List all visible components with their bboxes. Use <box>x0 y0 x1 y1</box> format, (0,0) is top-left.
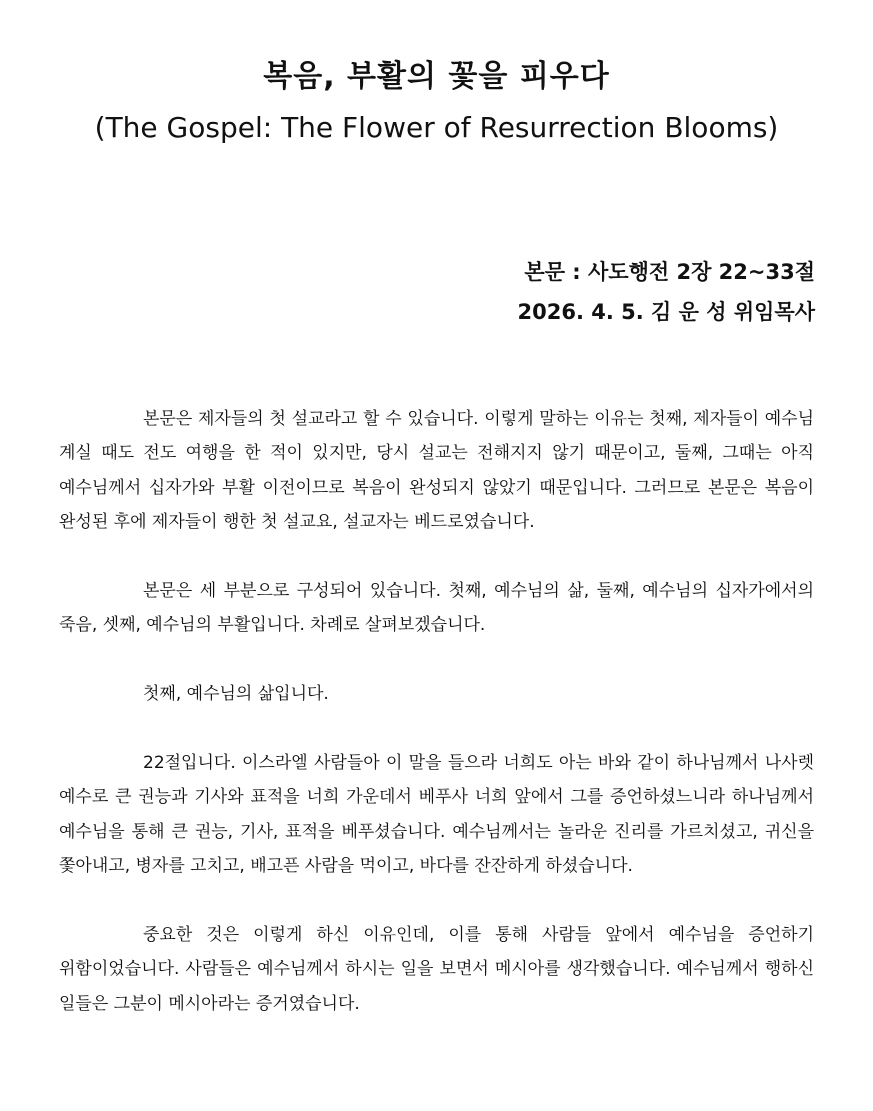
paragraph: 본문은 제자들의 첫 설교라고 할 수 있습니다. 이렇게 말하는 이유는 첫째, 제자들이 예수님 계실 때도 전도 여행을 한 적이 있지만, 당시 설교는 전해지지 않기 때문이고, 둘째, 그때는 아직 예수님께서 십자가와 부활 이전이므로 복음이 완성되지 않았기 때문입니다. 그러므로 본문은 복음이 완성된 후에 제자들이 행한 첫 설교요, 설교자는 베드로였습니다. <box>59 409 814 533</box>
paragraph: 첫째, 예수님의 삶입니다. <box>143 684 329 705</box>
paragraph: 중요한 것은 이렇게 하신 이유인데, 이를 통해 사람들 앞에서 예수님을 증언하기 위함이었습니다. 사람들은 예수님께서 하시는 일을 보면서 메시아를 생각했습니다. 예수님께서 행하신 일들은 그분이 메시아라는 증거였습니다. <box>59 925 814 1014</box>
title-block <box>0 52 873 154</box>
scripture-reference: 본문 : 사도행전 2장 22~33절 <box>524 260 815 284</box>
sermon-title: 복음, 부활의 꽃을 피우다 <box>263 59 610 94</box>
sermon-body <box>59 402 814 1056</box>
sermon-meta <box>518 252 815 332</box>
sermon-subtitle: (The Gospel: The Flower of Resurrection Blooms) <box>94 111 779 144</box>
paragraph: 본문은 세 부분으로 구성되어 있습니다. 첫째, 예수님의 삶, 둘째, 예수님의 십자가에서의 죽음, 셋째, 예수님의 부활입니다. 차례로 살펴보겠습니다. <box>59 581 814 636</box>
date-author: 2026. 4. 5. 김 운 성 위임목사 <box>517 300 815 324</box>
paragraph: 22절입니다. 이스라엘 사람들아 이 말을 들으라 너희도 아는 바와 같이 하나님께서 나사렛 예수로 큰 권능과 기사와 표적을 너희 가운데서 베푸사 너희 앞에서 그를 증언하셨느니라 하나님께서 예수님을 통해 큰 권능, 기사, 표적을 베푸셨습니다. 예수님께서는 놀라운 진리를 가르치셨고, 귀신을 쫓아내고, 병자를 고치고, 배고픈 사람을 먹이고, 바다를 잔잔하게 하셨습니다. <box>59 753 814 877</box>
